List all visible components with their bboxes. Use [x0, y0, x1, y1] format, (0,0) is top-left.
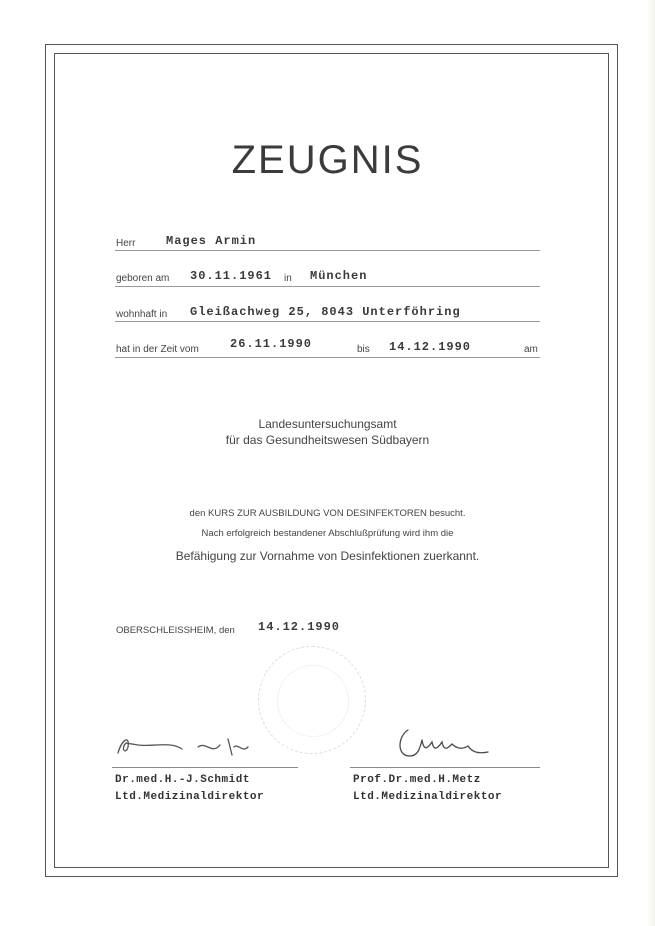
signatory-2	[353, 772, 502, 806]
exam-line: Nach erfolgreich bestandener Abschlußprüfung wird ihm die	[201, 528, 454, 539]
field-underline	[115, 286, 540, 287]
signature-line	[350, 767, 540, 768]
institution-line-2: für das Gesundheitswesen Südbayern	[225, 433, 430, 447]
signature-schmidt	[112, 725, 262, 761]
field-underline	[115, 250, 540, 251]
signatory-1	[115, 772, 264, 806]
issue-date: 14.12.1990	[258, 620, 341, 634]
institution-line-1: Landesuntersuchungsamt	[258, 417, 397, 431]
herr-label: Herr	[116, 238, 136, 249]
signature-line	[112, 767, 298, 768]
date-from: 26.11.1990	[230, 337, 313, 351]
field-underline	[115, 321, 540, 322]
am-label: am	[524, 344, 538, 355]
signatory-2-title: Ltd.Medizinaldirektor	[353, 791, 503, 803]
place-date-label: OBERSCHLEISSHEIM, den	[116, 625, 235, 636]
bis-label: bis	[357, 344, 370, 355]
certificate-title: ZEUGNIS	[231, 138, 424, 182]
official-seal-inner	[277, 665, 349, 737]
qualification-line: Befähigung zur Vornahme von Desinfektionen zuerkannt.	[175, 549, 480, 563]
birth-place: München	[310, 269, 368, 283]
period-label: hat in der Zeit vom	[116, 344, 199, 355]
signature-metz	[392, 722, 502, 764]
birth-date: 30.11.1961	[190, 269, 273, 283]
in-label: in	[284, 273, 292, 284]
address-label: wohnhaft in	[116, 309, 168, 320]
official-seal	[258, 646, 366, 754]
field-underline	[115, 357, 540, 358]
course-line: den KURS ZUR AUSBILDUNG VON DESINFEKTOREN besucht.	[189, 508, 466, 519]
born-label: geboren am	[116, 273, 170, 284]
signatory-1-name: Dr.med.H.-J.Schmidt	[115, 774, 250, 786]
signatory-1-title: Ltd.Medizinaldirektor	[115, 791, 265, 803]
address-value: Gleißachweg 25, 8043 Unterföhring	[190, 305, 461, 319]
signatory-2-name: Prof.Dr.med.H.Metz	[353, 774, 481, 786]
date-to: 14.12.1990	[389, 340, 472, 354]
recipient-name: Mages Armin	[166, 234, 257, 248]
